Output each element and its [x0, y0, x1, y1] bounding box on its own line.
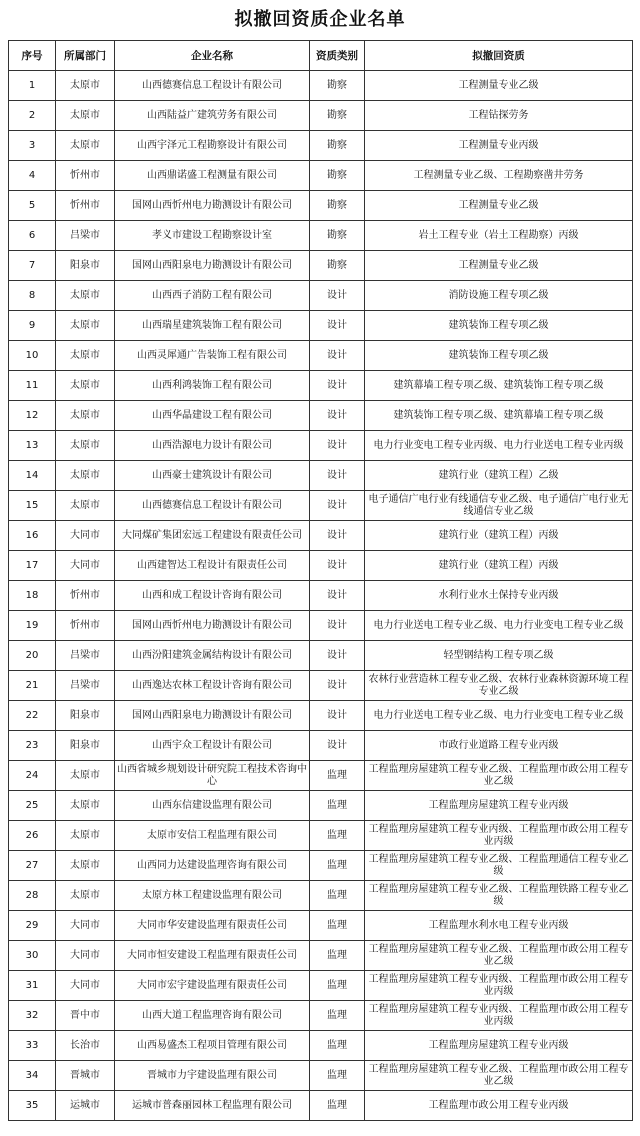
row-qualification: 工程监理房屋建筑工程专业丙级、工程监理市政公用工程专业丙级 — [365, 821, 633, 851]
row-department: 太原市 — [56, 311, 115, 341]
table-row — [9, 281, 633, 311]
row-index: 22 — [9, 701, 56, 731]
row-qualification: 工程测量专业乙级 — [365, 191, 633, 221]
table-row — [9, 641, 633, 671]
row-qualification: 工程监理房屋建筑工程专业乙级、工程监理市政公用工程专业乙级 — [365, 761, 633, 791]
row-company: 山西建智达工程设计有限责任公司 — [115, 551, 310, 581]
row-qualification: 工程测量专业乙级 — [365, 71, 633, 101]
row-company: 山西浩源电力设计有限公司 — [115, 431, 310, 461]
row-company: 山西德赛信息工程设计有限公司 — [115, 491, 310, 521]
row-department: 阳泉市 — [56, 251, 115, 281]
row-department: 太原市 — [56, 431, 115, 461]
document-title: 拟撤回资质企业名单 — [234, 9, 406, 30]
row-index: 2 — [9, 101, 56, 131]
header-index: 序号 — [9, 41, 56, 71]
row-qualification: 市政行业道路工程专业丙级 — [365, 731, 633, 761]
row-category: 勘察 — [310, 131, 365, 161]
row-department: 大同市 — [56, 911, 115, 941]
row-index: 10 — [9, 341, 56, 371]
row-category: 设计 — [310, 581, 365, 611]
row-category: 监理 — [310, 851, 365, 881]
row-qualification: 工程测量专业乙级、工程勘察凿井劳务 — [365, 161, 633, 191]
row-category: 监理 — [310, 1031, 365, 1061]
row-department: 大同市 — [56, 521, 115, 551]
row-qualification: 电力行业送电工程专业乙级、电力行业变电工程专业乙级 — [365, 611, 633, 641]
row-category: 勘察 — [310, 191, 365, 221]
table-row — [9, 341, 633, 371]
row-qualification: 建筑行业（建筑工程）乙级 — [365, 461, 633, 491]
row-department: 太原市 — [56, 371, 115, 401]
header-company: 企业名称 — [115, 41, 310, 71]
header-qualification: 拟撤回资质 — [365, 41, 633, 71]
row-department: 太原市 — [56, 71, 115, 101]
table-row — [9, 71, 633, 101]
row-department: 忻州市 — [56, 581, 115, 611]
table-row — [9, 491, 633, 521]
row-index: 15 — [9, 491, 56, 521]
row-department: 太原市 — [56, 341, 115, 371]
row-company: 国网山西阳泉电力勘测设计有限公司 — [115, 251, 310, 281]
row-department: 太原市 — [56, 491, 115, 521]
row-company: 太原市安信工程监理有限公司 — [115, 821, 310, 851]
row-qualification: 岩土工程专业（岩土工程勘察）丙级 — [365, 221, 633, 251]
table-row — [9, 521, 633, 551]
row-company: 山西逸达农林工程设计咨询有限公司 — [115, 671, 310, 701]
row-qualification: 电子通信广电行业有线通信专业乙级、电子通信广电行业无线通信专业乙级 — [365, 491, 633, 521]
row-qualification: 工程监理房屋建筑工程专业乙级、工程监理通信工程专业乙级 — [365, 851, 633, 881]
row-department: 吕梁市 — [56, 221, 115, 251]
row-index: 23 — [9, 731, 56, 761]
row-index: 20 — [9, 641, 56, 671]
row-index: 35 — [9, 1091, 56, 1121]
table-row — [9, 101, 633, 131]
row-index: 14 — [9, 461, 56, 491]
table-header — [9, 41, 633, 71]
row-qualification: 轻型钢结构工程专项乙级 — [365, 641, 633, 671]
row-category: 设计 — [310, 371, 365, 401]
row-index: 26 — [9, 821, 56, 851]
row-category: 设计 — [310, 671, 365, 701]
row-category: 设计 — [310, 701, 365, 731]
row-qualification: 农林行业营造林工程专业乙级、农林行业森林资源环境工程专业乙级 — [365, 671, 633, 701]
row-index: 3 — [9, 131, 56, 161]
row-category: 监理 — [310, 821, 365, 851]
table-row — [9, 581, 633, 611]
enterprise-table — [8, 40, 633, 1121]
row-index: 7 — [9, 251, 56, 281]
row-qualification: 工程监理房屋建筑工程专业乙级、工程监理市政公用工程专业乙级 — [365, 941, 633, 971]
row-index: 29 — [9, 911, 56, 941]
row-index: 27 — [9, 851, 56, 881]
table-row — [9, 611, 633, 641]
row-index: 25 — [9, 791, 56, 821]
row-index: 34 — [9, 1061, 56, 1091]
row-index: 31 — [9, 971, 56, 1001]
row-category: 勘察 — [310, 161, 365, 191]
row-category: 设计 — [310, 311, 365, 341]
row-index: 1 — [9, 71, 56, 101]
row-company: 山西华晶建设工程有限公司 — [115, 401, 310, 431]
row-category: 设计 — [310, 401, 365, 431]
row-company: 山西灵犀通广告装饰工程有限公司 — [115, 341, 310, 371]
row-category: 设计 — [310, 551, 365, 581]
row-department: 长治市 — [56, 1031, 115, 1061]
row-category: 设计 — [310, 461, 365, 491]
table-row — [9, 1031, 633, 1061]
row-index: 19 — [9, 611, 56, 641]
row-department: 太原市 — [56, 851, 115, 881]
row-company: 山西东信建设监理有限公司 — [115, 791, 310, 821]
row-qualification: 工程监理水利水电工程专业丙级 — [365, 911, 633, 941]
row-company: 山西利鸿装饰工程有限公司 — [115, 371, 310, 401]
row-index: 33 — [9, 1031, 56, 1061]
header-department: 所属部门 — [56, 41, 115, 71]
table-row — [9, 1091, 633, 1121]
row-index: 6 — [9, 221, 56, 251]
row-company: 山西同力达建设监理咨询有限公司 — [115, 851, 310, 881]
table-row — [9, 881, 633, 911]
row-index: 11 — [9, 371, 56, 401]
row-department: 太原市 — [56, 791, 115, 821]
row-category: 勘察 — [310, 221, 365, 251]
row-qualification: 工程监理房屋建筑工程专业丙级、工程监理市政公用工程专业丙级 — [365, 971, 633, 1001]
row-index: 18 — [9, 581, 56, 611]
table-row — [9, 431, 633, 461]
row-company: 孝义市建设工程勘察设计室 — [115, 221, 310, 251]
row-category: 设计 — [310, 341, 365, 371]
row-category: 设计 — [310, 641, 365, 671]
row-index: 13 — [9, 431, 56, 461]
row-company: 晋城市力宇建设监理有限公司 — [115, 1061, 310, 1091]
row-department: 太原市 — [56, 461, 115, 491]
row-index: 24 — [9, 761, 56, 791]
table-row — [9, 941, 633, 971]
row-category: 设计 — [310, 611, 365, 641]
row-company: 国网山西忻州电力勘测设计有限公司 — [115, 611, 310, 641]
row-department: 吕梁市 — [56, 671, 115, 701]
row-qualification: 建筑装饰工程专项乙级 — [365, 341, 633, 371]
row-category: 设计 — [310, 431, 365, 461]
row-qualification: 建筑装饰工程专项乙级 — [365, 311, 633, 341]
table-row — [9, 371, 633, 401]
table-row — [9, 791, 633, 821]
table-row — [9, 551, 633, 581]
header-row — [9, 41, 633, 71]
row-company: 山西德赛信息工程设计有限公司 — [115, 71, 310, 101]
row-category: 设计 — [310, 491, 365, 521]
row-department: 运城市 — [56, 1091, 115, 1121]
row-category: 监理 — [310, 1061, 365, 1091]
row-department: 太原市 — [56, 401, 115, 431]
row-qualification: 工程监理房屋建筑工程专业丙级、工程监理市政公用工程专业丙级 — [365, 1001, 633, 1031]
row-qualification: 建筑幕墙工程专项乙级、建筑装饰工程专项乙级 — [365, 371, 633, 401]
table-row — [9, 971, 633, 1001]
row-category: 监理 — [310, 971, 365, 1001]
row-category: 设计 — [310, 521, 365, 551]
table-row — [9, 461, 633, 491]
row-department: 阳泉市 — [56, 701, 115, 731]
row-company: 大同煤矿集团宏远工程建设有限责任公司 — [115, 521, 310, 551]
table-row — [9, 761, 633, 791]
row-department: 太原市 — [56, 281, 115, 311]
table-row — [9, 911, 633, 941]
row-qualification: 建筑行业（建筑工程）丙级 — [365, 551, 633, 581]
row-category: 监理 — [310, 911, 365, 941]
table-row — [9, 251, 633, 281]
row-company: 国网山西忻州电力勘测设计有限公司 — [115, 191, 310, 221]
row-company: 太原方林工程建设监理有限公司 — [115, 881, 310, 911]
row-company: 山西汾阳建筑金属结构设计有限公司 — [115, 641, 310, 671]
row-category: 设计 — [310, 731, 365, 761]
row-category: 监理 — [310, 761, 365, 791]
row-index: 21 — [9, 671, 56, 701]
table-row — [9, 701, 633, 731]
row-department: 大同市 — [56, 551, 115, 581]
row-qualification: 水利行业水土保持专业丙级 — [365, 581, 633, 611]
row-category: 勘察 — [310, 71, 365, 101]
row-company: 大同市华安建设监理有限责任公司 — [115, 911, 310, 941]
row-index: 30 — [9, 941, 56, 971]
table-row — [9, 1001, 633, 1031]
row-company: 大同市恒安建设工程监理有限责任公司 — [115, 941, 310, 971]
row-index: 16 — [9, 521, 56, 551]
row-qualification: 电力行业送电工程专业乙级、电力行业变电工程专业乙级 — [365, 701, 633, 731]
row-index: 9 — [9, 311, 56, 341]
row-department: 忻州市 — [56, 611, 115, 641]
row-department: 忻州市 — [56, 161, 115, 191]
row-department: 太原市 — [56, 131, 115, 161]
row-company: 山西大道工程监理咨询有限公司 — [115, 1001, 310, 1031]
row-qualification: 工程监理房屋建筑工程专业丙级 — [365, 1031, 633, 1061]
row-department: 太原市 — [56, 821, 115, 851]
row-company: 山西瑞星建筑装饰工程有限公司 — [115, 311, 310, 341]
row-index: 5 — [9, 191, 56, 221]
row-department: 大同市 — [56, 941, 115, 971]
table-row — [9, 191, 633, 221]
table-row — [9, 161, 633, 191]
row-company: 山西宇泽元工程勘察设计有限公司 — [115, 131, 310, 161]
row-category: 勘察 — [310, 251, 365, 281]
row-company: 山西鼎诺盛工程测量有限公司 — [115, 161, 310, 191]
table-row — [9, 1061, 633, 1091]
row-department: 太原市 — [56, 761, 115, 791]
row-company: 山西省城乡规划设计研究院工程技术咨询中心 — [115, 761, 310, 791]
row-company: 山西陆益广建筑劳务有限公司 — [115, 101, 310, 131]
row-qualification: 工程监理市政公用工程专业丙级 — [365, 1091, 633, 1121]
row-index: 32 — [9, 1001, 56, 1031]
row-qualification: 工程测量专业丙级 — [365, 131, 633, 161]
row-company: 山西宇众工程设计有限公司 — [115, 731, 310, 761]
row-company: 山西豪士建筑设计有限公司 — [115, 461, 310, 491]
row-company: 大同市宏宇建设监理有限责任公司 — [115, 971, 310, 1001]
row-department: 晋中市 — [56, 1001, 115, 1031]
row-department: 忻州市 — [56, 191, 115, 221]
row-index: 28 — [9, 881, 56, 911]
row-qualification: 电力行业变电工程专业丙级、电力行业送电工程专业丙级 — [365, 431, 633, 461]
row-company: 国网山西阳泉电力勘测设计有限公司 — [115, 701, 310, 731]
table-row — [9, 731, 633, 761]
row-department: 大同市 — [56, 971, 115, 1001]
row-department: 太原市 — [56, 881, 115, 911]
table-row — [9, 221, 633, 251]
table-body — [9, 71, 633, 1121]
row-category: 勘察 — [310, 101, 365, 131]
row-qualification: 消防设施工程专项乙级 — [365, 281, 633, 311]
row-index: 8 — [9, 281, 56, 311]
row-index: 12 — [9, 401, 56, 431]
table-row — [9, 671, 633, 701]
row-department: 阳泉市 — [56, 731, 115, 761]
row-department: 太原市 — [56, 101, 115, 131]
row-department: 吕梁市 — [56, 641, 115, 671]
row-qualification: 建筑行业（建筑工程）丙级 — [365, 521, 633, 551]
row-category: 设计 — [310, 281, 365, 311]
row-company: 运城市普森丽园林工程监理有限公司 — [115, 1091, 310, 1121]
row-index: 4 — [9, 161, 56, 191]
table-row — [9, 401, 633, 431]
row-qualification: 工程监理房屋建筑工程专业乙级、工程监理铁路工程专业乙级 — [365, 881, 633, 911]
row-department: 晋城市 — [56, 1061, 115, 1091]
row-index: 17 — [9, 551, 56, 581]
row-category: 监理 — [310, 881, 365, 911]
table-row — [9, 311, 633, 341]
table-row — [9, 851, 633, 881]
row-category: 监理 — [310, 941, 365, 971]
header-category: 资质类别 — [310, 41, 365, 71]
row-category: 监理 — [310, 1091, 365, 1121]
row-qualification: 工程钻探劳务 — [365, 101, 633, 131]
row-company: 山西西子消防工程有限公司 — [115, 281, 310, 311]
row-qualification: 建筑装饰工程专项乙级、建筑幕墙工程专项乙级 — [365, 401, 633, 431]
row-qualification: 工程监理房屋建筑工程专业丙级 — [365, 791, 633, 821]
table-row — [9, 821, 633, 851]
row-qualification: 工程测量专业乙级 — [365, 251, 633, 281]
row-company: 山西和成工程设计咨询有限公司 — [115, 581, 310, 611]
row-category: 监理 — [310, 1001, 365, 1031]
table-row — [9, 131, 633, 161]
row-qualification: 工程监理房屋建筑工程专业乙级、工程监理市政公用工程专业乙级 — [365, 1061, 633, 1091]
row-category: 监理 — [310, 791, 365, 821]
row-company: 山西易盛杰工程项目管理有限公司 — [115, 1031, 310, 1061]
